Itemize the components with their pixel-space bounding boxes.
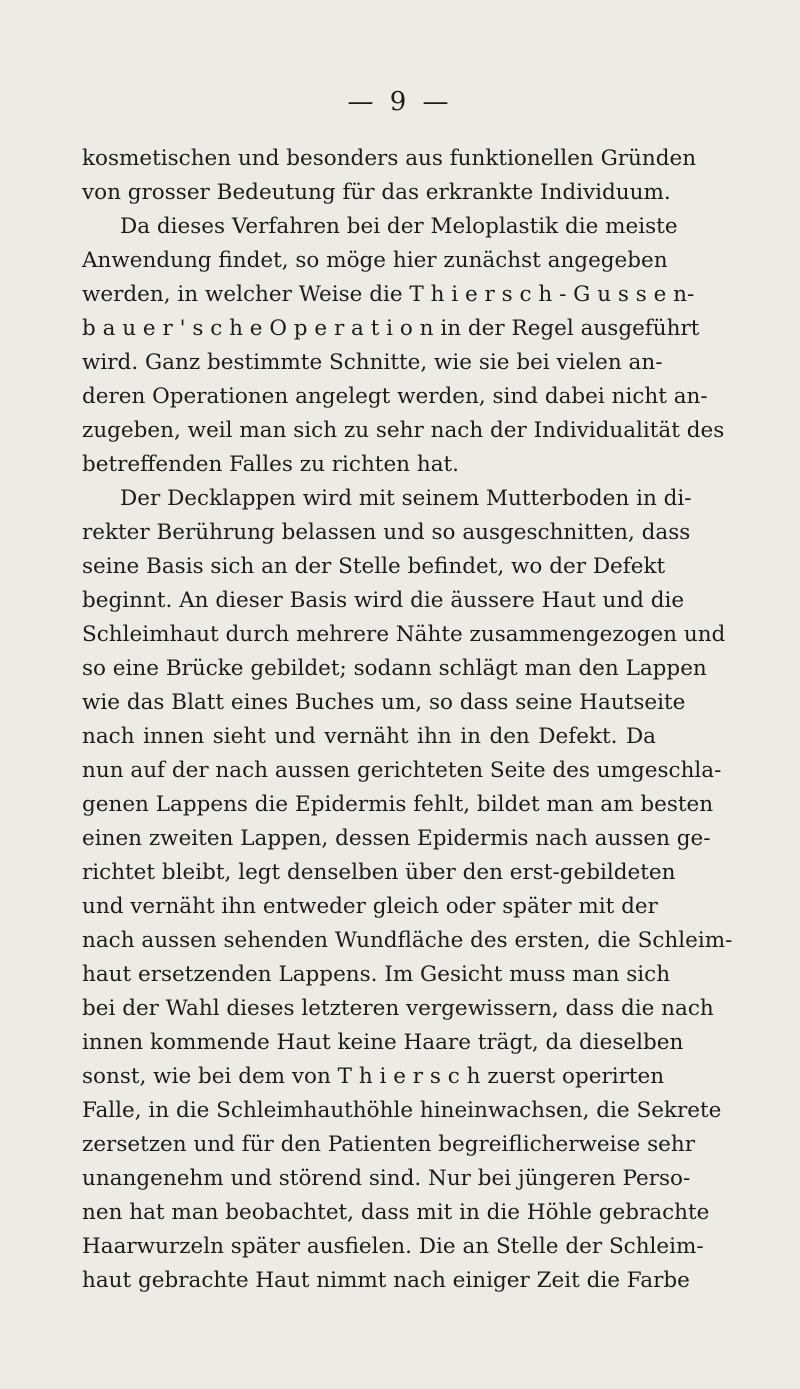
text-line: rekter Berührung belassen und so ausgeschnitten, dass (82, 520, 691, 545)
text-line: bei der Wahl dieses letzteren vergewissern, dass die nach (82, 996, 714, 1021)
text-line: haut gebrachte Haut nimmt nach einiger Zeit die Farbe (82, 1268, 690, 1293)
text-line: wie das Blatt eines Buches um, so dass seine Hautseite (82, 690, 686, 715)
text-line: deren Operationen angelegt werden, sind dabei nicht an- (82, 384, 708, 409)
text-line: sonst, wie bei dem von T h i e r s c h zuerst operirten (82, 1064, 665, 1089)
body-text (82, 142, 733, 1298)
text-line: einen zweiten Lappen, dessen Epidermis nach aussen ge- (82, 826, 711, 851)
text-line: zugeben, weil man sich zu sehr nach der Individualität des (82, 418, 725, 443)
text-line: kosmetischen und besonders aus funktionellen Gründen (82, 146, 697, 171)
text-line: richtet bleibt, legt denselben über den erst-gebildeten (82, 860, 676, 885)
text-line: genen Lappens die Epidermis fehlt, bildet man am besten (82, 792, 714, 817)
text-line: von grosser Bedeutung für das erkrankte Individuum. (82, 180, 671, 205)
text-line: Anwendung findet, so möge hier zunächst angegeben (82, 248, 668, 273)
text-line: unangenehm und störend sind. Nur bei jüngeren Perso- (82, 1166, 691, 1191)
text-line: haut ersetzenden Lappens. Im Gesicht muss man sich (82, 962, 671, 987)
text-line: Der Decklappen wird mit seinem Mutterboden in di- (120, 486, 692, 511)
text-line: innen kommende Haut keine Haare trägt, da dieselben (82, 1030, 684, 1055)
text-line: nun auf der nach aussen gerichteten Seite des umgeschla- (82, 758, 722, 783)
text-line: beginnt. An dieser Basis wird die äussere Haut und die (82, 588, 685, 613)
text-line: Da dieses Verfahren bei der Meloplastik die meiste (120, 214, 678, 239)
text-line: so eine Brücke gebildet; sodann schlägt man den Lappen (82, 656, 707, 681)
text-line: werden, in welcher Weise die T h i e r s c h - G u s s e n- (82, 282, 695, 307)
text-line: seine Basis sich an der Stelle befindet, wo der Defekt (82, 554, 666, 579)
text-line: Haarwurzeln später ausfielen. Die an Stelle der Schleim- (82, 1234, 704, 1259)
text-line: nen hat man beobachtet, dass mit in die Höhle gebrachte (82, 1200, 710, 1225)
text-line: nach aussen sehenden Wundfläche des ersten, die Schleim- (82, 928, 733, 953)
text-line: Schleimhaut durch mehrere Nähte zusammengezogen und (82, 622, 726, 647)
text-line: nach innen sieht und vernäht ihn in den Defekt. Da (82, 724, 656, 749)
text-line: zersetzen und für den Patienten begreiflicherweise sehr (82, 1132, 695, 1157)
text-line: betreffenden Falles zu richten hat. (82, 452, 459, 477)
text-line: und vernäht ihn entweder gleich oder später mit der (82, 894, 658, 919)
text-line: b a u e r ' s c h e O p e r a t i o n in der Regel ausgeführt (82, 316, 700, 341)
text-line: Falle, in die Schleimhauthöhle hineinwachsen, die Sekrete (82, 1098, 722, 1123)
page-number: — 9 — (347, 87, 453, 117)
text-line: wird. Ganz bestimmte Schnitte, wie sie bei vielen an- (82, 350, 663, 375)
